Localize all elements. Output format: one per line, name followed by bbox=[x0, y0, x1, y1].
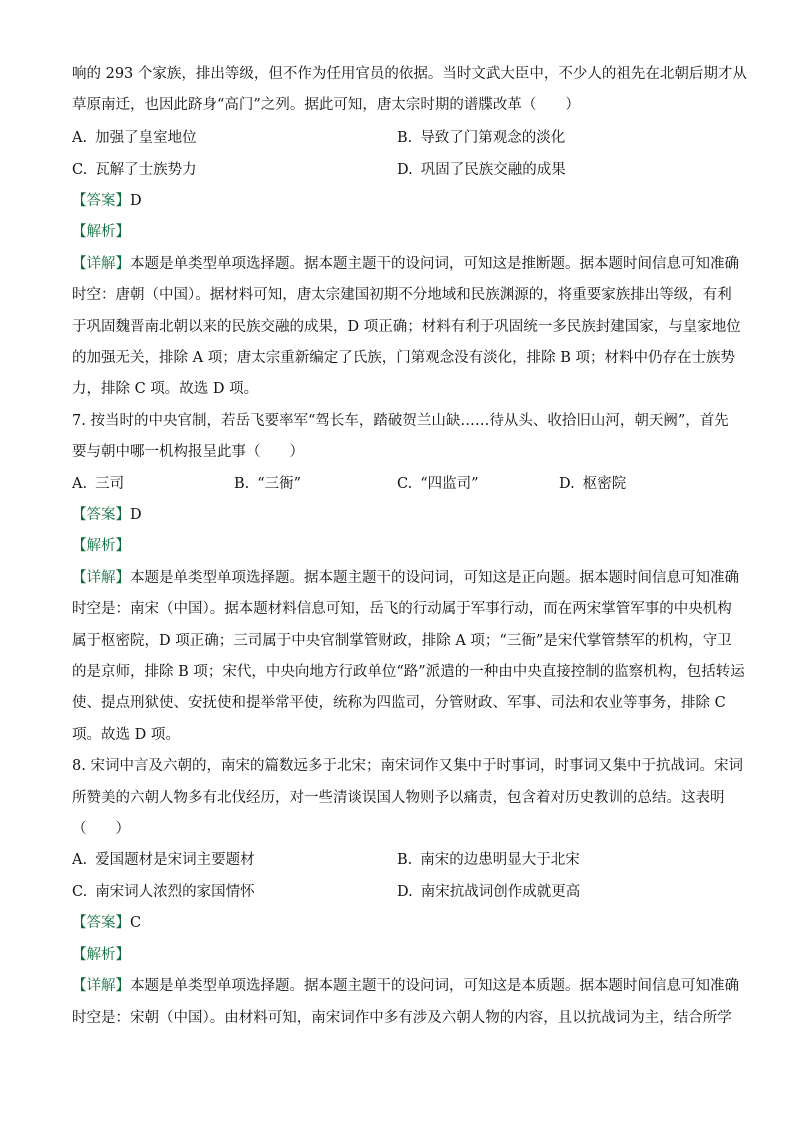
q6-detail-line-2: 时空：唐朝（中国）。据材料可知，唐太宗建国初期不分地域和民族渊源的，将重要家族排出等级，有利 bbox=[72, 287, 732, 303]
q7-detail-line-2: 时空是：南宋（中国）。据本题材料信息可知，岳飞的行动属于军事行动，而在两宋掌管军事的中央机构 bbox=[72, 601, 732, 617]
q7-stem-line-2: 要与朝中哪一机构报呈此事（ ） bbox=[72, 444, 304, 460]
q6-detail-line-1: 【详解】本题是单类型单项选择题。据本题主题干的设问词，可知这是推断题。据本题时间信息可知准确 bbox=[72, 256, 739, 272]
q6-detail-line-5: 力，排除 C 项。故选 D 项。 bbox=[72, 381, 259, 397]
q8-option-a[interactable]: A. 爱国题材是宋词主要题材 bbox=[72, 852, 255, 868]
q6-answer-value: D bbox=[130, 193, 142, 209]
q6-detail-line-3: 于巩固魏晋南北朝以来的民族交融的成果，D 项正确；材料有利于巩固统一多民族封建国家，与皇家地位 bbox=[72, 319, 741, 335]
q7-detail-line-4: 的是京师，排除 B 项；宋代，中央向地方行政单位“路”派遣的一种由中央直接控制的监察机构，包括转运 bbox=[72, 664, 745, 680]
q6-analysis-label: 【解析】 bbox=[72, 224, 130, 240]
q6-option-d[interactable]: D. 巩固了民族交融的成果 bbox=[397, 162, 566, 178]
q8-detail-tag: 详解 bbox=[86, 978, 116, 994]
q7-stem-line-1: 7. 按当时的中央官制，若岳飞要率军“驾长车，踏破贺兰山缺……待从头、收拾旧山河，朝天阙”，首先 bbox=[72, 413, 729, 429]
q8-options-row-2 bbox=[72, 882, 722, 902]
q7-option-c[interactable]: C. “四监司” bbox=[397, 476, 479, 492]
q8-option-b[interactable]: B. 南宋的边患明显大于北宋 bbox=[397, 852, 580, 868]
q6-stem-line-2: 草原南迁，也因此跻身“高门”之列。据此可知，唐太宗时期的谱牒改革（ ） bbox=[72, 97, 580, 113]
q7-answer: 【答案】D bbox=[72, 507, 142, 523]
q6-option-a[interactable]: A. 加强了皇室地位 bbox=[72, 130, 197, 146]
q7-option-a[interactable]: A. 三司 bbox=[72, 476, 125, 492]
q7-detail-tag: 详解 bbox=[86, 570, 116, 586]
q8-detail-line-1: 【详解】本题是单类型单项选择题。据本题主题干的设问词，可知这是本质题。据本题时间信息可知准确 bbox=[72, 978, 739, 994]
q6-option-b[interactable]: B. 导致了门第观念的淡化 bbox=[397, 130, 566, 146]
q7-detail-line-6: 项。故选 D 项。 bbox=[72, 727, 180, 743]
q8-answer-value: C bbox=[130, 915, 142, 931]
q8-options-row-1 bbox=[72, 850, 722, 870]
q6-detail-tag: 详解 bbox=[86, 256, 116, 272]
q7-analysis-label: 【解析】 bbox=[72, 538, 130, 554]
q7-options-row bbox=[72, 474, 722, 494]
q7-answer-value: D bbox=[130, 507, 142, 523]
q8-analysis-label: 【解析】 bbox=[72, 947, 130, 963]
q6-options-row-2 bbox=[72, 160, 722, 180]
q8-stem-line-1: 8. 宋词中言及六朝的，南宋的篇数远多于北宋；南宋词作又集中于时事词，时事词又集中于抗战词。宋词 bbox=[72, 758, 743, 774]
q8-option-c[interactable]: C. 南宋词人浓烈的家国情怀 bbox=[72, 884, 255, 900]
q8-detail-line-2: 时空是：宋朝（中国）。由材料可知，南宋词作中多有涉及六朝人物的内容，且以抗战词为主，结合所学 bbox=[72, 1010, 732, 1026]
q6-stem-line-1: 响的 293 个家族，排出等级，但不作为任用官员的依据。当时文武大臣中，不少人的祖先在北朝后期才从 bbox=[72, 66, 747, 82]
q8-stem-line-3: （ ） bbox=[72, 821, 130, 837]
q8-option-d[interactable]: D. 南宋抗战词创作成就更高 bbox=[397, 884, 581, 900]
q8-stem-line-2: 所赞美的六朝人物多有北伐经历，对一些清谈误国人物则予以痛责，包含着对历史教训的总结。这表明 bbox=[72, 790, 725, 806]
q6-answer: 【答案】D bbox=[72, 193, 142, 209]
q8-answer: 【答案】C bbox=[72, 915, 142, 931]
q6-options-row-1 bbox=[72, 128, 722, 148]
q7-detail-line-5: 使、提点刑狱使、安抚使和提举常平使，统称为四监司，分管财政、军事、司法和农业等事务，排除 C bbox=[72, 695, 726, 711]
q7-detail-line-1: 【详解】本题是单类型单项选择题。据本题主题干的设问词，可知这是正向题。据本题时间信息可知准确 bbox=[72, 570, 739, 586]
q6-option-c[interactable]: C. 瓦解了士族势力 bbox=[72, 162, 197, 178]
q7-detail-line-3: 属于枢密院，D 项正确；三司属于中央官制掌管财政，排除 A 项；“三衙”是宋代掌管禁军的机构，守卫 bbox=[72, 633, 732, 649]
q6-detail-line-4: 的加强无关，排除 A 项；唐太宗重新编定了氏族，门第观念没有淡化，排除 B 项；材料中仍存在士族势 bbox=[72, 350, 736, 366]
q7-option-b[interactable]: B. “三衙” bbox=[234, 476, 302, 492]
q7-option-d[interactable]: D. 枢密院 bbox=[559, 476, 627, 492]
